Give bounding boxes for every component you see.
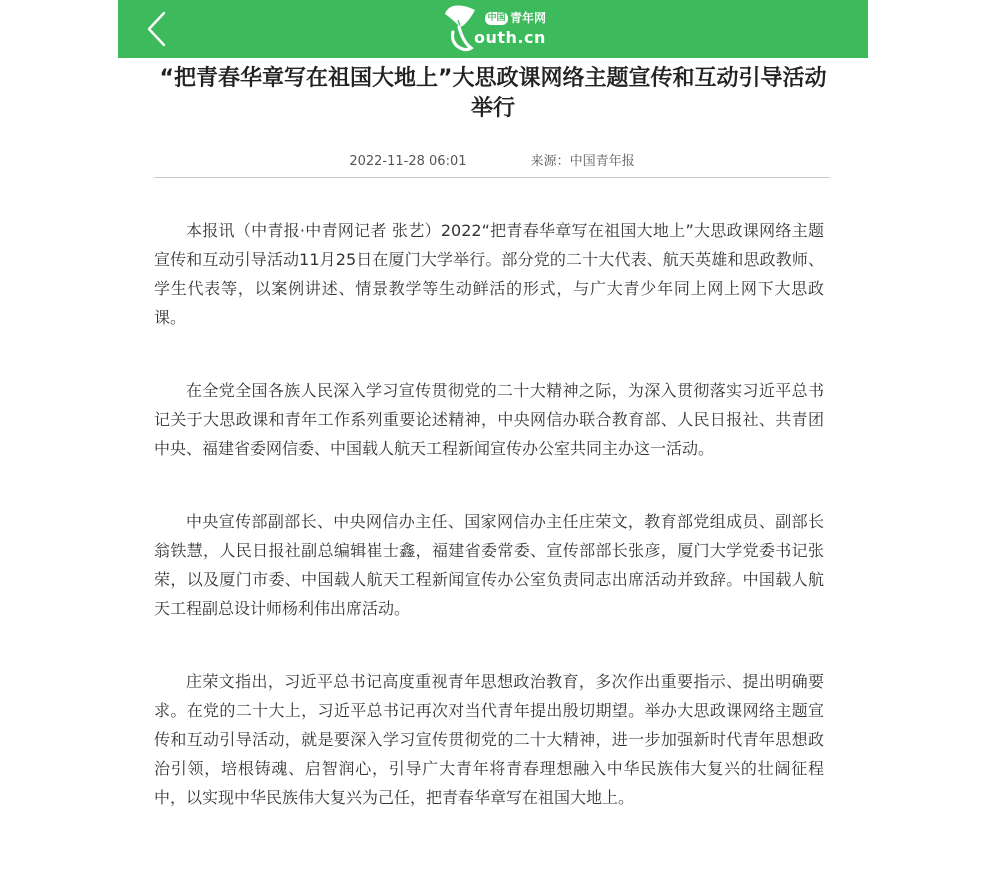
- article-title: “把青春华章写在祖国大地上”大思政课网络主题宣传和互动引导活动举行: [159, 66, 827, 121]
- logo-en-text: outh.cn: [474, 28, 546, 47]
- paragraph: 本报讯（中青报·中青网记者 张艺）2022“把青春华章写在祖国大地上”大思政课网络主题宣传和互动引导活动11月25日在厦门大学举行。部分党的二十大代表、航天英雄和思政教师、学生代表等，以案例讲述、情景教学等生动鲜活的形式，与广大青少年同上网上网下大思政课。: [154, 221, 824, 327]
- site-logo[interactable]: [441, 2, 561, 56]
- back-button[interactable]: [140, 10, 178, 48]
- paragraph: 在全党全国各族人民深入学习宣传贯彻党的二十大精神之际，为深入贯彻落实习近平总书记关于大思政课和青年工作系列重要论述精神，中央网信办联合教育部、人民日报社、共青团中央、福建省委网信委、中国载人航天工程新闻宣传办公室共同主办这一活动。: [154, 381, 824, 458]
- paragraph: 中央宣传部副部长、中央网信办主任、国家网信办主任庄荣文，教育部党组成员、副部长翁铁慧，人民日报社副总编辑崔士鑫，福建省委常委、宣传部部长张彦，厦门大学党委书记张荣，以及厦门市委、中国载人航天工程新闻宣传办公室负责同志出席活动并致辞。中国载人航天工程副总设计师杨利伟出席活动。: [154, 512, 824, 618]
- chevron-left-icon: [140, 10, 178, 48]
- paragraph: 庄荣文指出，习近平总书记高度重视青年思想政治教育，多次作出重要指示、提出明确要求。在党的二十大上，习近平总书记再次对当代青年提出殷切期望。举办大思政课网络主题宣传和互动引导活动，就是要深入学习宣传贯彻党的二十大精神，进一步加强新时代青年思想政治引领，培根铸魂、启智润心，引导广大青年将青春理想融入中华民族伟大复兴的壮阔征程中，以实现中华民族伟大复兴为己任，把青春华章写在祖国大地上。: [154, 672, 824, 807]
- publish-date: 2022-11-28 06:01: [349, 154, 467, 169]
- logo-cn-text: 青年网: [510, 11, 547, 25]
- article-source: 来源：中国青年报: [530, 154, 635, 169]
- meta-divider: [154, 177, 830, 178]
- logo-badge: 中国: [485, 12, 508, 25]
- article-page: [118, 0, 868, 871]
- article-body: [154, 216, 824, 856]
- article-meta: [154, 152, 830, 176]
- header-bar: [118, 0, 868, 58]
